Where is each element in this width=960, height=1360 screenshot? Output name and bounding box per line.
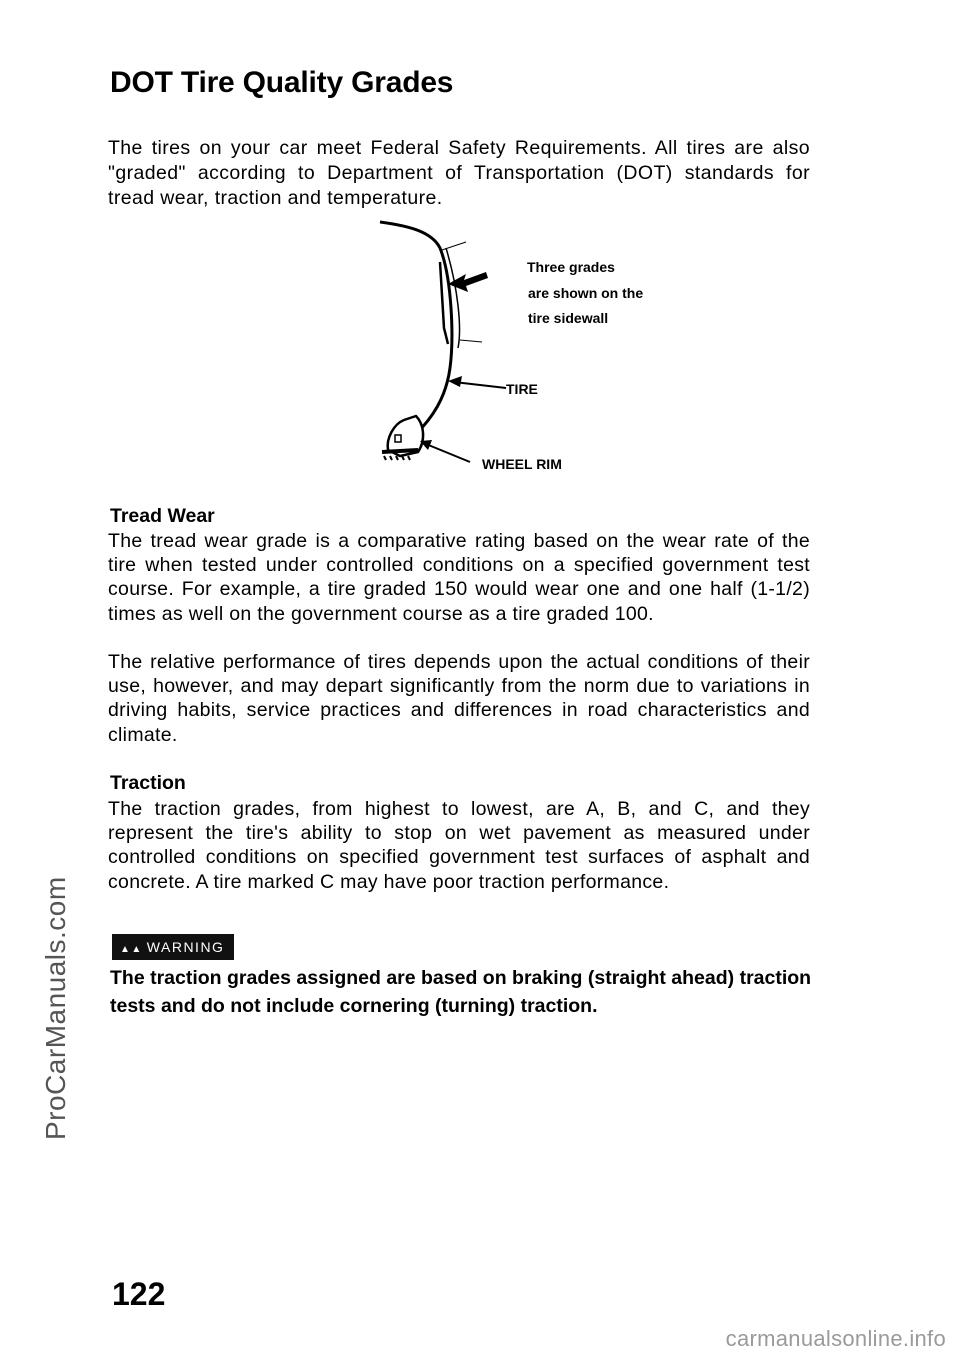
callout-label-line3: tire sidewall [528,310,609,326]
callout-label-line1: Three grades [527,259,615,275]
traction-heading: Traction [110,772,186,794]
warning-text: The traction grades assigned are based on braking (straight ahead) traction tests and do not include cornering (turning) traction. [110,967,812,1017]
tread-wear-heading: Tread Wear [110,505,215,527]
tread-wear-paragraph-2: The relative performance of tires depends upon the actual conditions of their use, however, and may depart significantly from the norm due to variations in driving habits, service practices and differences in road characteristics and climate. [108,651,810,746]
warning-badge [112,934,234,960]
page-number: 122 [112,1276,166,1312]
tread-wear-paragraph-1: The tread wear grade is a comparative rating based on the wear rate of the tire when tested under controlled conditions on a specified government test course. For example, a tire graded 150 would wear one and one half (1-1/2) times as well on the government course as a tire graded 100. [108,530,810,625]
callout-label-line2: are shown on the [528,285,644,301]
page-title: DOT Tire Quality Grades [110,66,454,99]
tire-label: TIRE [506,381,538,397]
wheel-rim-label: WHEEL RIM [482,456,562,472]
warning-label: WARNING [146,939,225,955]
bottom-watermark: carmanualsonline.info [725,1326,946,1351]
warning-triangle-icon: ▲▲ [120,944,143,955]
intro-paragraph: The tires on your car meet Federal Safety Requirements. All tires are also "graded" according to Department of Transportation (DOT) standards for tread wear, traction and temperature. [108,137,810,209]
tire-sidewall-diagram [370,218,690,488]
traction-paragraph: The traction grades, from highest to lowest, are A, B, and C, and they represent the tire's ability to stop on wet pavement as measured under controlled conditions on specified government test surfaces of asphalt and concrete. A tire marked C may have poor traction performance. [108,798,810,893]
side-watermark: ProCarManuals.com [40,876,71,1140]
